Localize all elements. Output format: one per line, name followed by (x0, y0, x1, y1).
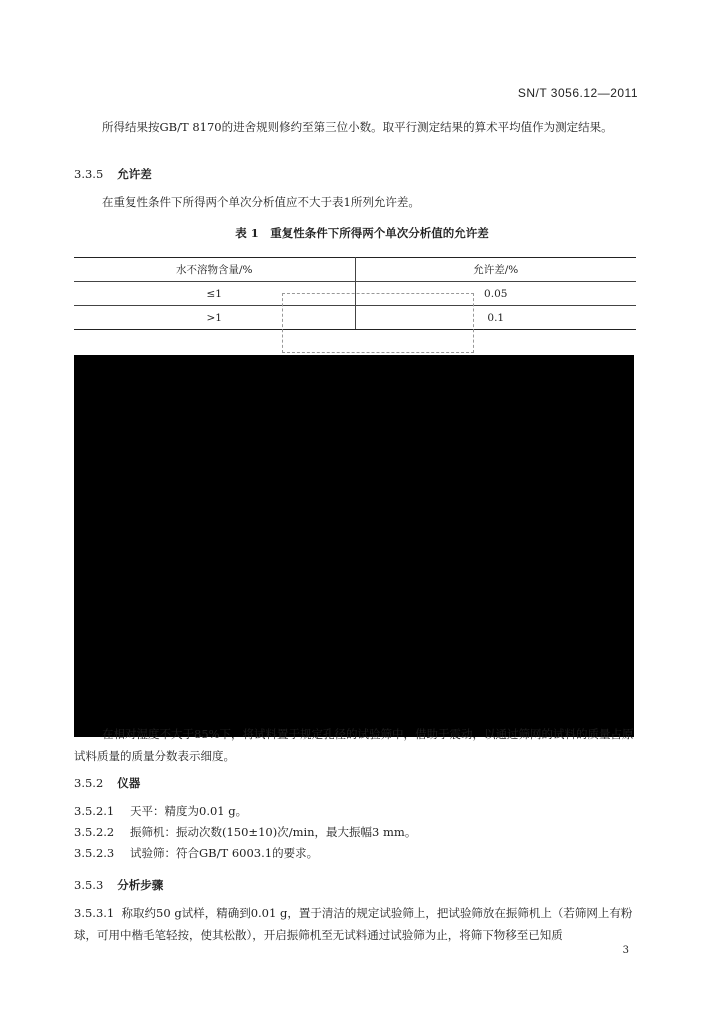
list-item (74, 824, 416, 840)
item-number: 3.5.2.2 (74, 825, 115, 839)
paragraph-3-3-5: 在重复性条件下所得两个单次分析值应不大于表1所列允许差。 (102, 195, 420, 209)
section-number: 3.5.3 (74, 878, 104, 892)
section-title: 仪器 (117, 776, 141, 790)
section-3-5-2-heading (74, 775, 140, 791)
section-title: 分析步骤 (117, 878, 164, 892)
fineness-paragraph: 在相对湿度不大于85%下，将试料置于规定孔径的试验筛中，借助于震动，以通过筛网的试料的质量占原试料质量的质量分数表示细度。 (74, 727, 634, 763)
item-number: 3.5.2.3 (74, 846, 115, 860)
table-cell: >1 (74, 306, 355, 330)
intro-paragraph: 所得结果按GB/T 8170的进舍规则修约至第三位小数。取平行测定结果的算术平均值作为测定结果。 (102, 120, 613, 134)
page-number: 3 (622, 945, 629, 956)
section-3-3-5-heading (74, 166, 152, 182)
list-item (74, 845, 318, 861)
section-title: 允许差 (117, 167, 152, 181)
redacted-block (74, 355, 634, 737)
step-3-5-3-1 (74, 902, 640, 946)
item-text: 振筛机：振动次数(150±10)次/min，最大振幅3 mm。 (130, 825, 417, 839)
header-insoluble-content: 水不溶物含量/% (74, 258, 355, 282)
step-number: 3.5.3.1 (74, 906, 115, 920)
header-tolerance: 允许差/% (355, 258, 636, 282)
table-header-row (74, 258, 636, 282)
table-cell: 0.1 (355, 306, 636, 330)
section-number: 3.3.5 (74, 167, 104, 181)
item-text: 试验筛：符合GB/T 6003.1的要求。 (130, 846, 319, 860)
table-cell: ≤1 (74, 282, 355, 306)
step-text: 称取约50 g试样，精确到0.01 g，置于清洁的规定试验筛上，把试验筛放在振筛机上（若筛网上有粉球，可用中楷毛笔轻按，使其松散），开启振筛机至无试料通过试验筛为止，将筛下物移至已知质 (74, 906, 633, 942)
list-item (74, 803, 247, 819)
section-number: 3.5.2 (74, 776, 104, 790)
section-3-5-3-heading (74, 877, 163, 893)
item-number: 3.5.2.1 (74, 804, 115, 818)
table-caption: 表 1 重复性条件下所得两个单次分析值的允许差 (235, 226, 489, 240)
table-cell: 0.05 (355, 282, 636, 306)
stamp-outline (282, 293, 474, 353)
standard-code: SN/T 3056.12—2011 (517, 86, 638, 100)
item-text: 天平：精度为0.01 g。 (130, 804, 248, 818)
